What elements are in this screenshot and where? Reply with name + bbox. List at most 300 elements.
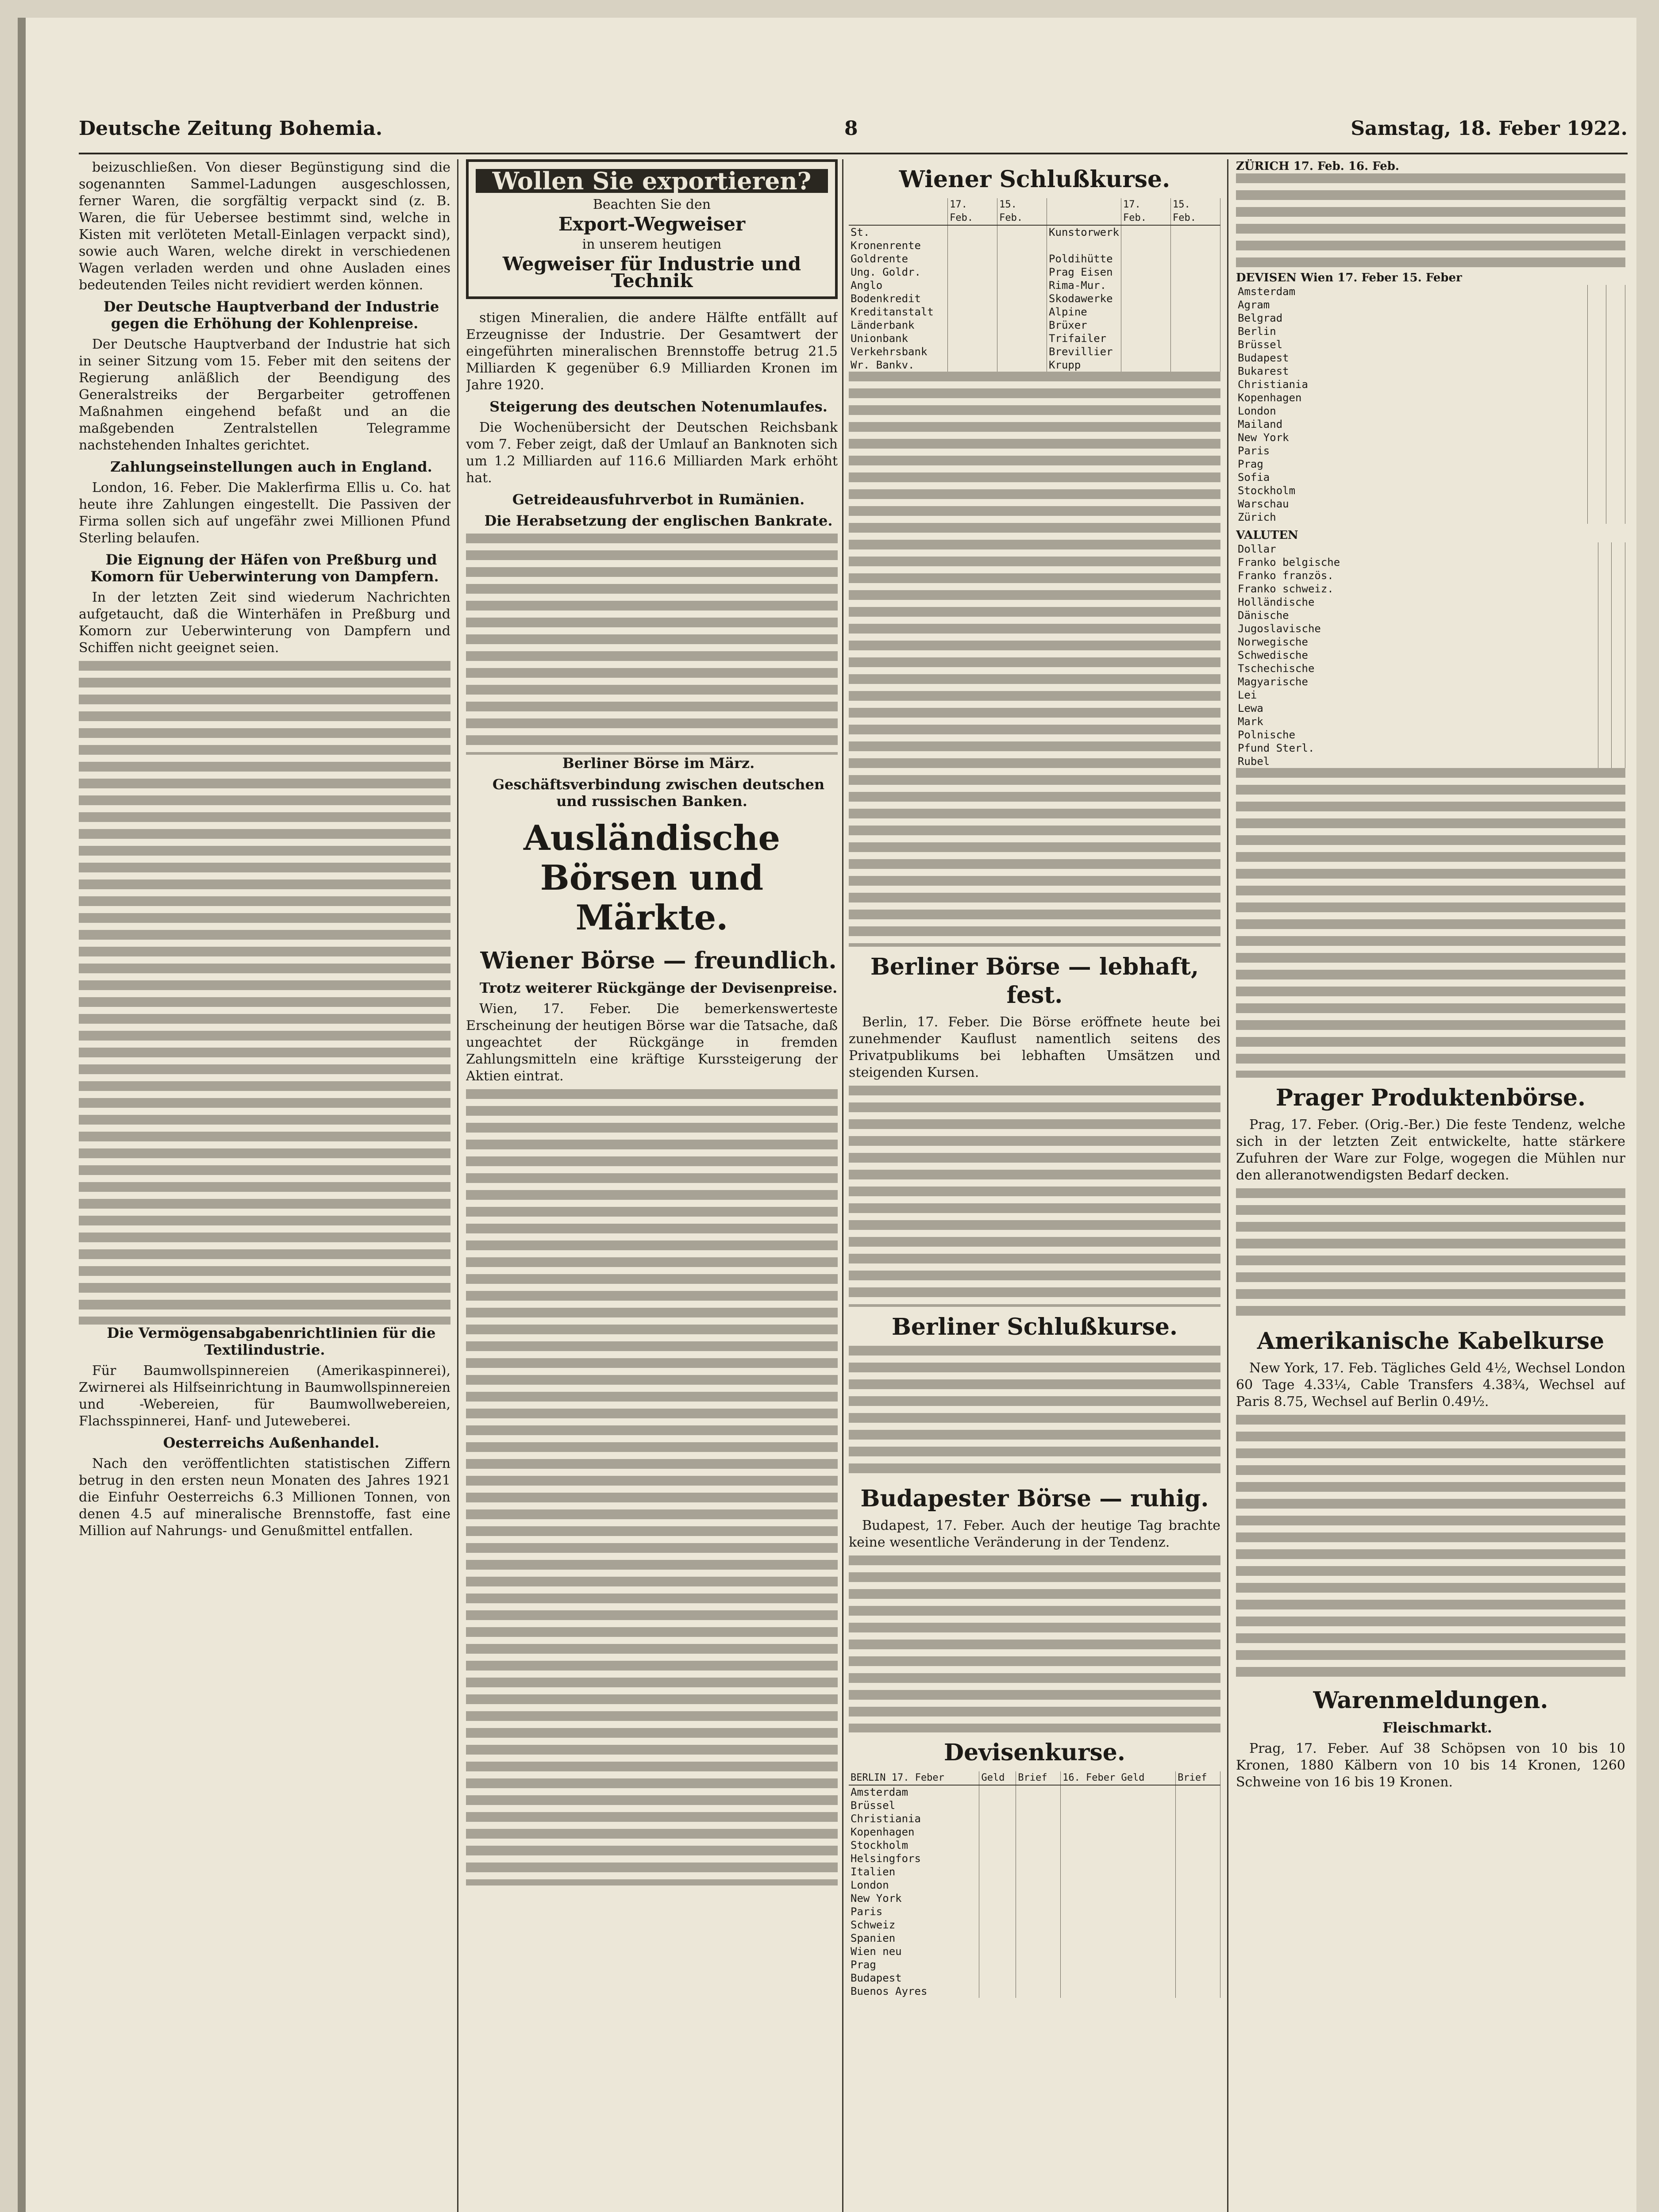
table-cell <box>1061 1932 1176 1945</box>
table-cell <box>979 1958 1016 1971</box>
table-row <box>849 225 1220 252</box>
issue-date: Samstag, 18. Feber 1922. <box>1351 117 1628 140</box>
table-cell <box>1587 497 1606 511</box>
table-row <box>1236 675 1625 688</box>
table-cell <box>1612 649 1625 662</box>
table-row <box>849 1945 1220 1958</box>
article-text: Prag, 17. Feber. Auf 38 Schöpsen von 10 bis 10 Kronen, 1880 Kälbern von 10 bis 14 Kronen, 1260 Schweine von 16 bis 19 Kronen. <box>1236 1741 1625 1790</box>
table-cell <box>1176 1865 1220 1878</box>
table-row <box>849 332 1220 345</box>
table-cell: Budapest <box>1236 351 1587 365</box>
table-row <box>849 1839 1220 1852</box>
table-cell <box>1598 649 1612 662</box>
table-cell <box>1016 1971 1061 1985</box>
table-cell <box>948 225 997 252</box>
table-cell <box>979 1825 1016 1839</box>
table-cell <box>1170 332 1220 345</box>
table-cell <box>979 1971 1016 1985</box>
table-cell <box>1612 595 1625 609</box>
article-text: Nach den veröffentlichten statistischen Ziffern betrug in den ersten neun Monaten des Jahres 1921 die Einfuhr Oesterreichs 6.3 Millionen Tonnen, von denen 4.5 auf mineralische Brennstoffe, fast eine Million auf Nahrungs- und Genußmittel entfallen. <box>79 1456 450 1539</box>
table-cell: Bukarest <box>1236 365 1587 378</box>
table-cell: Ung. Goldr. <box>849 265 948 279</box>
valuten-table <box>1236 542 1625 768</box>
table-cell <box>997 358 1047 372</box>
table-cell <box>1121 305 1171 319</box>
table-row <box>1236 622 1625 635</box>
table-cell: Trifailer <box>1047 332 1121 345</box>
table-cell: Brevillier <box>1047 345 1121 358</box>
table-cell: Jugoslavische <box>1236 622 1598 635</box>
article-heading: Devisenkurse. <box>943 1739 1125 1766</box>
table-cell: Anglo <box>849 279 948 292</box>
table-cell <box>1606 338 1625 351</box>
table-cell: Italien <box>849 1865 979 1878</box>
table-cell <box>1606 391 1625 404</box>
table-row <box>1236 285 1625 298</box>
table-cell <box>1606 457 1625 471</box>
table-row <box>1236 311 1625 325</box>
table-row <box>1236 497 1625 511</box>
table-row <box>1236 325 1625 338</box>
table-cell <box>1598 755 1612 768</box>
table-cell <box>997 345 1047 358</box>
table-row <box>849 305 1220 319</box>
table-row <box>1236 418 1625 431</box>
table-cell <box>1598 622 1612 635</box>
article-text-body <box>849 1555 1220 1732</box>
table-cell: Schweiz <box>849 1918 979 1932</box>
article-text: beizuschließen. Von dieser Begünstigung sind die sogenannten Sammel-Ladungen ausgeschlossen, ferner Waren, die sorgfältig verpackt sind (z. B. Waren, die für Uebersee bestimmt sind, welche in Kisten mit verlöteten Metall-Einlagen verpackt sind), sowie auch Waren, welche direkt in verschiedenen Wagen verladen werden und ohne Ausladen eines bedeutenden Teiles nicht revidiert werden können. <box>79 160 450 293</box>
table-cell <box>979 1878 1016 1892</box>
table-cell <box>1016 1985 1061 1998</box>
table-cell <box>1598 675 1612 688</box>
table-cell: Mailand <box>1236 418 1587 431</box>
table-cell <box>979 1932 1016 1945</box>
table-cell <box>1061 1945 1176 1958</box>
table-row <box>849 319 1220 332</box>
column-2 <box>466 159 838 2212</box>
table-row <box>1236 728 1625 741</box>
table-row <box>849 252 1220 265</box>
rates-table-body <box>849 372 1220 947</box>
table-cell <box>1606 444 1625 457</box>
table-cell <box>1016 1905 1061 1918</box>
table-cell <box>1606 365 1625 378</box>
ad-line: Beachten Sie den <box>593 197 711 212</box>
table-cell <box>1016 1812 1061 1825</box>
table-cell <box>1061 1918 1176 1932</box>
table-header-cell: 17. Feb. <box>1121 198 1171 225</box>
wiener-schlusskurse-table <box>849 198 1220 372</box>
table-cell <box>1121 252 1171 265</box>
table-cell: Amsterdam <box>849 1785 979 1799</box>
table-cell <box>1606 431 1625 444</box>
table-cell <box>1606 404 1625 418</box>
table-cell <box>1176 1839 1220 1852</box>
table-cell: Lewa <box>1236 702 1598 715</box>
table-cell <box>1176 1785 1220 1799</box>
article-heading: Zahlungseinstellungen auch in England. <box>110 458 432 475</box>
table-cell <box>1016 1932 1061 1945</box>
table-row <box>849 1799 1220 1812</box>
article-heading: Die Eignung der Häfen von Preßburg und Komorn für Ueberwinterung von Dampfern. <box>90 551 439 585</box>
table-cell: Bodenkredit <box>849 292 948 305</box>
table-row <box>1236 444 1625 457</box>
table-cell <box>1016 1825 1061 1839</box>
article-heading: Berliner Schlußkurse. <box>891 1313 1178 1340</box>
article-heading: Steigerung des deutschen Notenumlaufes. <box>489 398 828 415</box>
table-cell <box>1061 1825 1176 1839</box>
table-cell: Spanien <box>849 1932 979 1945</box>
table-cell <box>1587 351 1606 365</box>
table-cell: Franko schweiz. <box>1236 582 1598 595</box>
table-cell: Berlin <box>1236 325 1587 338</box>
article-text-body <box>849 1346 1220 1479</box>
table-cell <box>1612 542 1625 556</box>
table-cell: Christiania <box>849 1812 979 1825</box>
table-row <box>849 279 1220 292</box>
table-cell: London <box>849 1878 979 1892</box>
table-cell: Rubel <box>1236 755 1598 768</box>
table-cell <box>948 332 997 345</box>
table-cell <box>1612 702 1625 715</box>
table-cell <box>1598 702 1612 715</box>
table-cell <box>1170 225 1220 252</box>
table-cell <box>1170 319 1220 332</box>
table-cell <box>997 305 1047 319</box>
table-cell <box>1176 1918 1220 1932</box>
table-cell: Franko belgische <box>1236 556 1598 569</box>
table-row <box>849 1785 1220 1799</box>
table-cell <box>1587 404 1606 418</box>
table-cell <box>1016 1958 1061 1971</box>
table-cell <box>1176 1799 1220 1812</box>
table-cell: Pfund Sterl. <box>1236 741 1598 755</box>
devisen-table <box>1236 285 1625 524</box>
table-cell <box>997 319 1047 332</box>
table-cell: Krupp <box>1047 358 1121 372</box>
article-subheading: Trotz weiterer Rückgänge der Devisenpreise. <box>479 979 838 996</box>
table-cell <box>1587 285 1606 298</box>
table-row <box>849 292 1220 305</box>
table-cell <box>1598 582 1612 595</box>
table-header-cell: 17. Feb. <box>948 198 997 225</box>
table-cell: Holländische <box>1236 595 1598 609</box>
table-cell: London <box>1236 404 1587 418</box>
table-cell <box>979 1865 1016 1878</box>
table-cell: Kopenhagen <box>849 1825 979 1839</box>
table-cell <box>1176 1971 1220 1985</box>
table-row <box>1236 556 1625 569</box>
table-row <box>1236 609 1625 622</box>
table-cell: Unionbank <box>849 332 948 345</box>
table-cell: Prag <box>849 1958 979 1971</box>
table-cell <box>1061 1865 1176 1878</box>
table-cell <box>1061 1892 1176 1905</box>
table-cell <box>1016 1892 1061 1905</box>
table-cell <box>948 319 997 332</box>
table-cell <box>1176 1878 1220 1892</box>
table-cell: Prag <box>1236 457 1587 471</box>
table-cell <box>1176 1932 1220 1945</box>
page-number: 8 <box>844 117 858 140</box>
table-cell <box>948 292 997 305</box>
table-cell <box>1598 609 1612 622</box>
table-cell: Tschechische <box>1236 662 1598 675</box>
table-row <box>1236 702 1625 715</box>
table-cell <box>1061 1785 1176 1799</box>
article-heading: Die Herabsetzung der englischen Bankrate. <box>484 512 833 529</box>
table-header-cell: BERLIN 17. Feber <box>849 1771 979 1785</box>
table-cell <box>1121 225 1171 252</box>
table-cell <box>997 265 1047 279</box>
table-cell <box>1016 1839 1061 1852</box>
table-row <box>1236 635 1625 649</box>
table-cell: Wr. Bankv. <box>849 358 948 372</box>
article-text: Für Baumwollspinnereien (Amerikaspinnerei), Zwirnerei als Hilfseinrichtung in Baumwollspinnereien und -Webereien, für Baumwollwebereien, Flachsspinnerei, Hanf- und Juteweberei. <box>79 1363 450 1429</box>
table-cell <box>1176 1852 1220 1865</box>
table-cell: Skodawerke <box>1047 292 1121 305</box>
table-cell <box>1121 358 1171 372</box>
table-row <box>1236 595 1625 609</box>
table-cell: New York <box>849 1892 979 1905</box>
article-heading: Warenmeldungen. <box>1313 1687 1548 1714</box>
column-1 <box>79 159 450 2212</box>
table-cell <box>1598 595 1612 609</box>
table-row <box>1236 755 1625 768</box>
table-cell <box>1587 391 1606 404</box>
table-cell: Kopenhagen <box>1236 391 1587 404</box>
table-header-cell: Brief <box>1176 1771 1220 1785</box>
table-cell <box>1612 582 1625 595</box>
table-row <box>849 358 1220 372</box>
table-header-cell: Brief <box>1016 1771 1061 1785</box>
table-cell: Goldrente <box>849 252 948 265</box>
table-cell <box>1612 715 1625 728</box>
table-cell <box>1606 471 1625 484</box>
table-cell <box>1170 305 1220 319</box>
table-cell <box>1598 741 1612 755</box>
table-cell <box>1606 351 1625 365</box>
table-cell <box>1121 265 1171 279</box>
table-cell <box>1176 1985 1220 1998</box>
ad-line: Wegweiser für Industrie und Technik <box>502 253 801 292</box>
table-cell <box>1606 511 1625 524</box>
table-cell <box>1612 662 1625 675</box>
devisenkurse-table <box>849 1771 1220 1998</box>
table-cell <box>1016 1799 1061 1812</box>
table-cell <box>1612 688 1625 702</box>
table-cell <box>1121 292 1171 305</box>
table-cell: Verkehrsbank <box>849 345 948 358</box>
table-cell <box>979 1799 1016 1812</box>
article-heading: Die Vermögensabgabenrichtlinien für die Textilindustrie. <box>107 1325 436 1358</box>
table-row <box>1236 582 1625 595</box>
article-text-body <box>849 1086 1220 1307</box>
table-cell <box>1061 1812 1176 1825</box>
table-cell <box>1016 1918 1061 1932</box>
table-cell <box>1170 358 1220 372</box>
table-cell <box>1176 1905 1220 1918</box>
table-cell: Warschau <box>1236 497 1587 511</box>
table-cell: Rima-Mur. <box>1047 279 1121 292</box>
table-cell: Paris <box>1236 444 1587 457</box>
table-cell <box>979 1892 1016 1905</box>
table-row <box>1236 471 1625 484</box>
table-row <box>1236 484 1625 497</box>
table-cell: Agram <box>1236 298 1587 311</box>
table-row <box>1236 298 1625 311</box>
table-cell: Stockholm <box>849 1839 979 1852</box>
table-cell <box>997 292 1047 305</box>
table-cell: Budapest <box>849 1971 979 1985</box>
table-cell: Norwegische <box>1236 635 1598 649</box>
table-row <box>1236 662 1625 675</box>
table-cell <box>948 279 997 292</box>
table-cell: Franko französ. <box>1236 569 1598 582</box>
column-3 <box>849 159 1220 2212</box>
table-cell <box>1587 325 1606 338</box>
table-cell <box>1016 1865 1061 1878</box>
article-text: In der letzten Zeit sind wiederum Nachrichten aufgetaucht, daß die Winterhäfen in Preßburg und Komorn zur Ueberwinterung von Dampfern und Schiffen nicht geeignet seien. <box>79 590 450 656</box>
article-text: New York, 17. Feb. Tägliches Geld 4½, Wechsel London 60 Tage 4.33¼, Cable Transfers 4.38¾, Wechsel auf Paris 8.75, Wechsel auf Berlin 0.49½. <box>1236 1360 1625 1409</box>
table-row <box>849 1932 1220 1945</box>
table-cell <box>1061 1878 1176 1892</box>
table-row <box>1236 457 1625 471</box>
valuten-heading: VALUTEN <box>1236 529 1298 542</box>
table-row <box>849 1865 1220 1878</box>
table-cell <box>1061 1985 1176 1998</box>
column-rule <box>1227 159 1228 2212</box>
table-cell <box>1587 418 1606 431</box>
table-cell <box>1587 471 1606 484</box>
table-cell <box>1170 252 1220 265</box>
table-cell: Dänische <box>1236 609 1598 622</box>
table-cell <box>948 265 997 279</box>
table-cell <box>1587 338 1606 351</box>
table-row <box>849 1878 1220 1892</box>
table-cell <box>1598 635 1612 649</box>
masthead <box>79 113 1628 154</box>
article-text: stigen Mineralien, die andere Hälfte entfällt auf Erzeugnisse der Industrie. Der Gesamtwert der eingeführten mineralischen Brennstoffe betrug 21.5 Milliarden K gegenüber 6.9 Milliarden Kronen im Jahre 1920. <box>466 310 838 393</box>
table-cell <box>1016 1785 1061 1799</box>
table-cell <box>1598 569 1612 582</box>
column-rule <box>842 159 843 2212</box>
table-cell <box>1612 609 1625 622</box>
table-cell <box>1606 484 1625 497</box>
article-text-body <box>1236 1188 1625 1321</box>
table-cell <box>1587 311 1606 325</box>
table-cell <box>1606 418 1625 431</box>
table-cell: New York <box>1236 431 1587 444</box>
article-heading: Der Deutsche Hauptverband der Industrie gegen die Erhöhung der Kohlenpreise. <box>103 298 439 332</box>
table-row <box>849 1918 1220 1932</box>
table-cell <box>1612 622 1625 635</box>
table-row <box>1236 338 1625 351</box>
table-cell <box>1016 1852 1061 1865</box>
article-heading: Oesterreichs Außenhandel. <box>163 1434 380 1451</box>
table-cell <box>1121 319 1171 332</box>
table-cell: Brüxer <box>1047 319 1121 332</box>
table-cell <box>1176 1958 1220 1971</box>
table-cell <box>1612 728 1625 741</box>
table-cell: Magyarische <box>1236 675 1598 688</box>
table-cell <box>1061 1799 1176 1812</box>
table-cell: Prag Eisen <box>1047 265 1121 279</box>
newspaper-name: Deutsche Zeitung Bohemia. <box>79 117 383 140</box>
newspaper-page <box>18 18 1636 2212</box>
table-cell <box>979 1985 1016 1998</box>
article-text: Budapest, 17. Feber. Auch der heutige Tag brachte keine wesentliche Veränderung in der Tendenz. <box>849 1518 1220 1550</box>
table-row <box>849 1971 1220 1985</box>
table-cell <box>1170 292 1220 305</box>
table-cell: Wien neu <box>849 1945 979 1958</box>
table-row <box>1236 378 1625 391</box>
ad-line: in unserem heutigen <box>582 237 722 252</box>
table-cell <box>1587 431 1606 444</box>
table-cell <box>1612 675 1625 688</box>
table-row <box>849 1958 1220 1971</box>
table-cell <box>1587 298 1606 311</box>
table-cell <box>997 279 1047 292</box>
article-text: Die Wochenübersicht der Deutschen Reichsbank vom 7. Feber zeigt, daß der Umlauf an Banknoten sich um 1.2 Milliarden auf 116.6 Milliarden Mark erhöht hat. <box>466 420 838 486</box>
article-text-body <box>1236 1415 1625 1680</box>
table-cell <box>1176 1825 1220 1839</box>
table-cell <box>1606 298 1625 311</box>
table-row <box>1236 511 1625 524</box>
table-cell <box>1587 444 1606 457</box>
table-cell: Helsingfors <box>849 1852 979 1865</box>
article-heading: Prager Produktenbörse. <box>1275 1084 1586 1111</box>
table-row <box>1236 404 1625 418</box>
column-4 <box>1236 159 1625 2212</box>
table-cell <box>979 1839 1016 1852</box>
table-cell: St. Kronenrente <box>849 225 948 252</box>
article-text-body <box>79 661 450 1325</box>
table-cell: Amsterdam <box>1236 285 1587 298</box>
table-row <box>849 1892 1220 1905</box>
section-heading: Wiener Schlußkurse. <box>899 166 1170 193</box>
table-cell <box>1606 378 1625 391</box>
table-cell: Buenos Ayres <box>849 1985 979 1998</box>
table-row <box>849 1812 1220 1825</box>
table-cell: Zürich <box>1236 511 1587 524</box>
table-cell: Belgrad <box>1236 311 1587 325</box>
table-cell <box>979 1785 1016 1799</box>
table-cell: Lei <box>1236 688 1598 702</box>
table-cell <box>1121 332 1171 345</box>
table-cell <box>1587 484 1606 497</box>
table-cell <box>997 225 1047 252</box>
table-cell <box>1612 556 1625 569</box>
table-cell <box>979 1812 1016 1825</box>
table-header-cell: 15. Feb. <box>997 198 1047 225</box>
table-row <box>1236 542 1625 556</box>
export-advertisement <box>466 159 838 299</box>
table-cell <box>1598 662 1612 675</box>
article-heading: Berliner Börse im März. <box>562 755 755 772</box>
table-cell <box>1016 1945 1061 1958</box>
table-cell <box>1121 279 1171 292</box>
table-cell: Schwedische <box>1236 649 1598 662</box>
article-heading: Budapester Börse — ruhig. <box>860 1485 1209 1512</box>
article-heading: Getreideausfuhrverbot in Rumänien. <box>512 491 805 508</box>
table-cell <box>1606 497 1625 511</box>
table-cell <box>1606 311 1625 325</box>
table-cell <box>1598 556 1612 569</box>
table-row <box>1236 391 1625 404</box>
table-cell <box>1598 715 1612 728</box>
